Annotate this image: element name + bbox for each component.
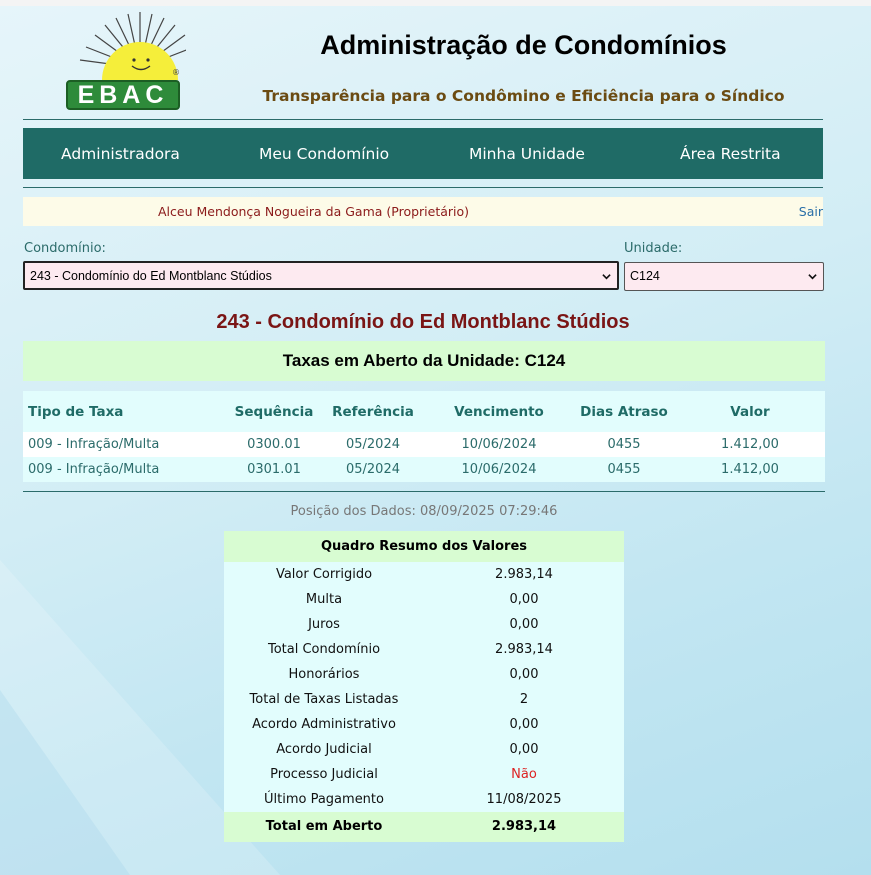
summary-row	[224, 712, 624, 737]
summary-value: 0,00	[509, 592, 539, 607]
summary-label: Juros	[308, 617, 340, 632]
fees-table	[23, 391, 825, 482]
summary-row	[224, 612, 624, 637]
cell-referencia: 05/2024	[345, 437, 400, 452]
ebac-logo	[62, 10, 186, 112]
summary-label: Total de Taxas Listadas	[249, 692, 399, 707]
condominio-select[interactable]	[23, 261, 619, 290]
col-valor: Valor	[730, 404, 770, 420]
col-dias-atraso: Dias Atraso	[580, 404, 668, 420]
col-sequencia: Sequência	[234, 404, 314, 420]
main-nav	[23, 128, 823, 179]
summary-row	[224, 662, 624, 687]
summary-label: Último Pagamento	[264, 792, 384, 807]
cell-vencimento: 10/06/2024	[461, 462, 537, 477]
condominio-select-value: 243 - Condomínio do Ed Montblanc Stúdios	[30, 269, 272, 283]
summary-label: Total Condomínio	[267, 642, 381, 657]
summary-label: Honorários	[288, 667, 360, 682]
chevron-down-icon	[808, 272, 817, 281]
summary-row	[224, 562, 624, 587]
cell-tipo: 009 - Infração/Multa	[28, 437, 160, 452]
summary-label: Processo Judicial	[270, 767, 378, 782]
cell-valor: 1.412,00	[721, 462, 779, 477]
divider	[23, 187, 823, 188]
unidade-select-value: C124	[630, 269, 660, 283]
cell-sequencia: 0300.01	[247, 437, 301, 452]
cell-sequencia: 0301.01	[247, 462, 301, 477]
cell-tipo: 009 - Infração/Multa	[28, 462, 160, 477]
background-shape-2	[0, 690, 130, 875]
summary-total-label: Total em Aberto	[265, 819, 383, 834]
summary-value: 0,00	[509, 667, 539, 682]
condominio-label: Condomínio:	[24, 241, 106, 256]
summary-total-row	[224, 812, 624, 842]
page-subtitle: Transparência para o Condômino e Eficiência para o Síndico	[262, 87, 785, 105]
condominium-title: 243 - Condomínio do Ed Montblanc Stúdios	[216, 311, 630, 333]
registered-mark: ®	[172, 68, 180, 77]
user-name: Alceu Mendonça Nogueira da Gama (Proprietário)	[158, 204, 470, 219]
unidade-select[interactable]	[624, 262, 824, 291]
table-row	[23, 432, 825, 457]
summary-table	[224, 531, 624, 842]
table-row	[23, 457, 825, 482]
summary-value: 11/08/2025	[486, 792, 562, 807]
cell-valor: 1.412,00	[721, 437, 779, 452]
summary-row	[224, 637, 624, 662]
cell-dias: 0455	[607, 437, 641, 452]
logout-link[interactable]: Sair	[798, 204, 823, 219]
summary-row	[224, 787, 624, 812]
summary-label: Acordo Judicial	[276, 742, 372, 757]
top-strip	[0, 0, 871, 6]
summary-value: 0,00	[509, 742, 539, 757]
summary-row	[224, 737, 624, 762]
summary-row	[224, 687, 624, 712]
cell-vencimento: 10/06/2024	[461, 437, 537, 452]
nav-area-restrita[interactable]: Área Restrita	[680, 145, 781, 163]
page-title: Administração de Condomínios	[320, 30, 727, 60]
user-bar	[23, 197, 823, 226]
open-fees-title: Taxas em Aberto da Unidade: C124	[23, 341, 825, 381]
nav-minha-unidade[interactable]: Minha Unidade	[469, 145, 585, 163]
divider	[23, 119, 823, 120]
summary-label: Acordo Administrativo	[252, 717, 396, 732]
summary-title: Quadro Resumo dos Valores	[224, 531, 624, 562]
summary-value: 0,00	[509, 617, 539, 632]
summary-value: 0,00	[509, 717, 539, 732]
col-tipo-taxa: Tipo de Taxa	[28, 404, 124, 420]
logo-text: EBAC	[66, 80, 180, 110]
col-vencimento: Vencimento	[454, 404, 544, 420]
cell-referencia: 05/2024	[345, 462, 400, 477]
summary-value: 2.983,14	[495, 642, 553, 657]
nav-meu-condominio[interactable]: Meu Condomínio	[259, 145, 390, 163]
summary-value: 2.983,14	[495, 567, 553, 582]
summary-row	[224, 587, 624, 612]
chevron-down-icon	[602, 272, 611, 281]
summary-label: Valor Corrigido	[275, 567, 373, 582]
unidade-label: Unidade:	[624, 241, 683, 256]
fees-table-header	[23, 391, 825, 432]
nav-administradora[interactable]: Administradora	[61, 145, 180, 163]
cell-dias: 0455	[607, 462, 641, 477]
summary-row	[224, 762, 624, 787]
summary-value-alert: Não	[511, 767, 537, 782]
summary-value: 2	[519, 692, 529, 707]
col-referencia: Referência	[332, 404, 414, 420]
divider	[23, 491, 825, 492]
summary-total-value: 2.983,14	[491, 819, 557, 834]
summary-label: Multa	[305, 592, 343, 607]
data-position-timestamp: Posição dos Dados: 08/09/2025 07:29:46	[290, 504, 558, 519]
